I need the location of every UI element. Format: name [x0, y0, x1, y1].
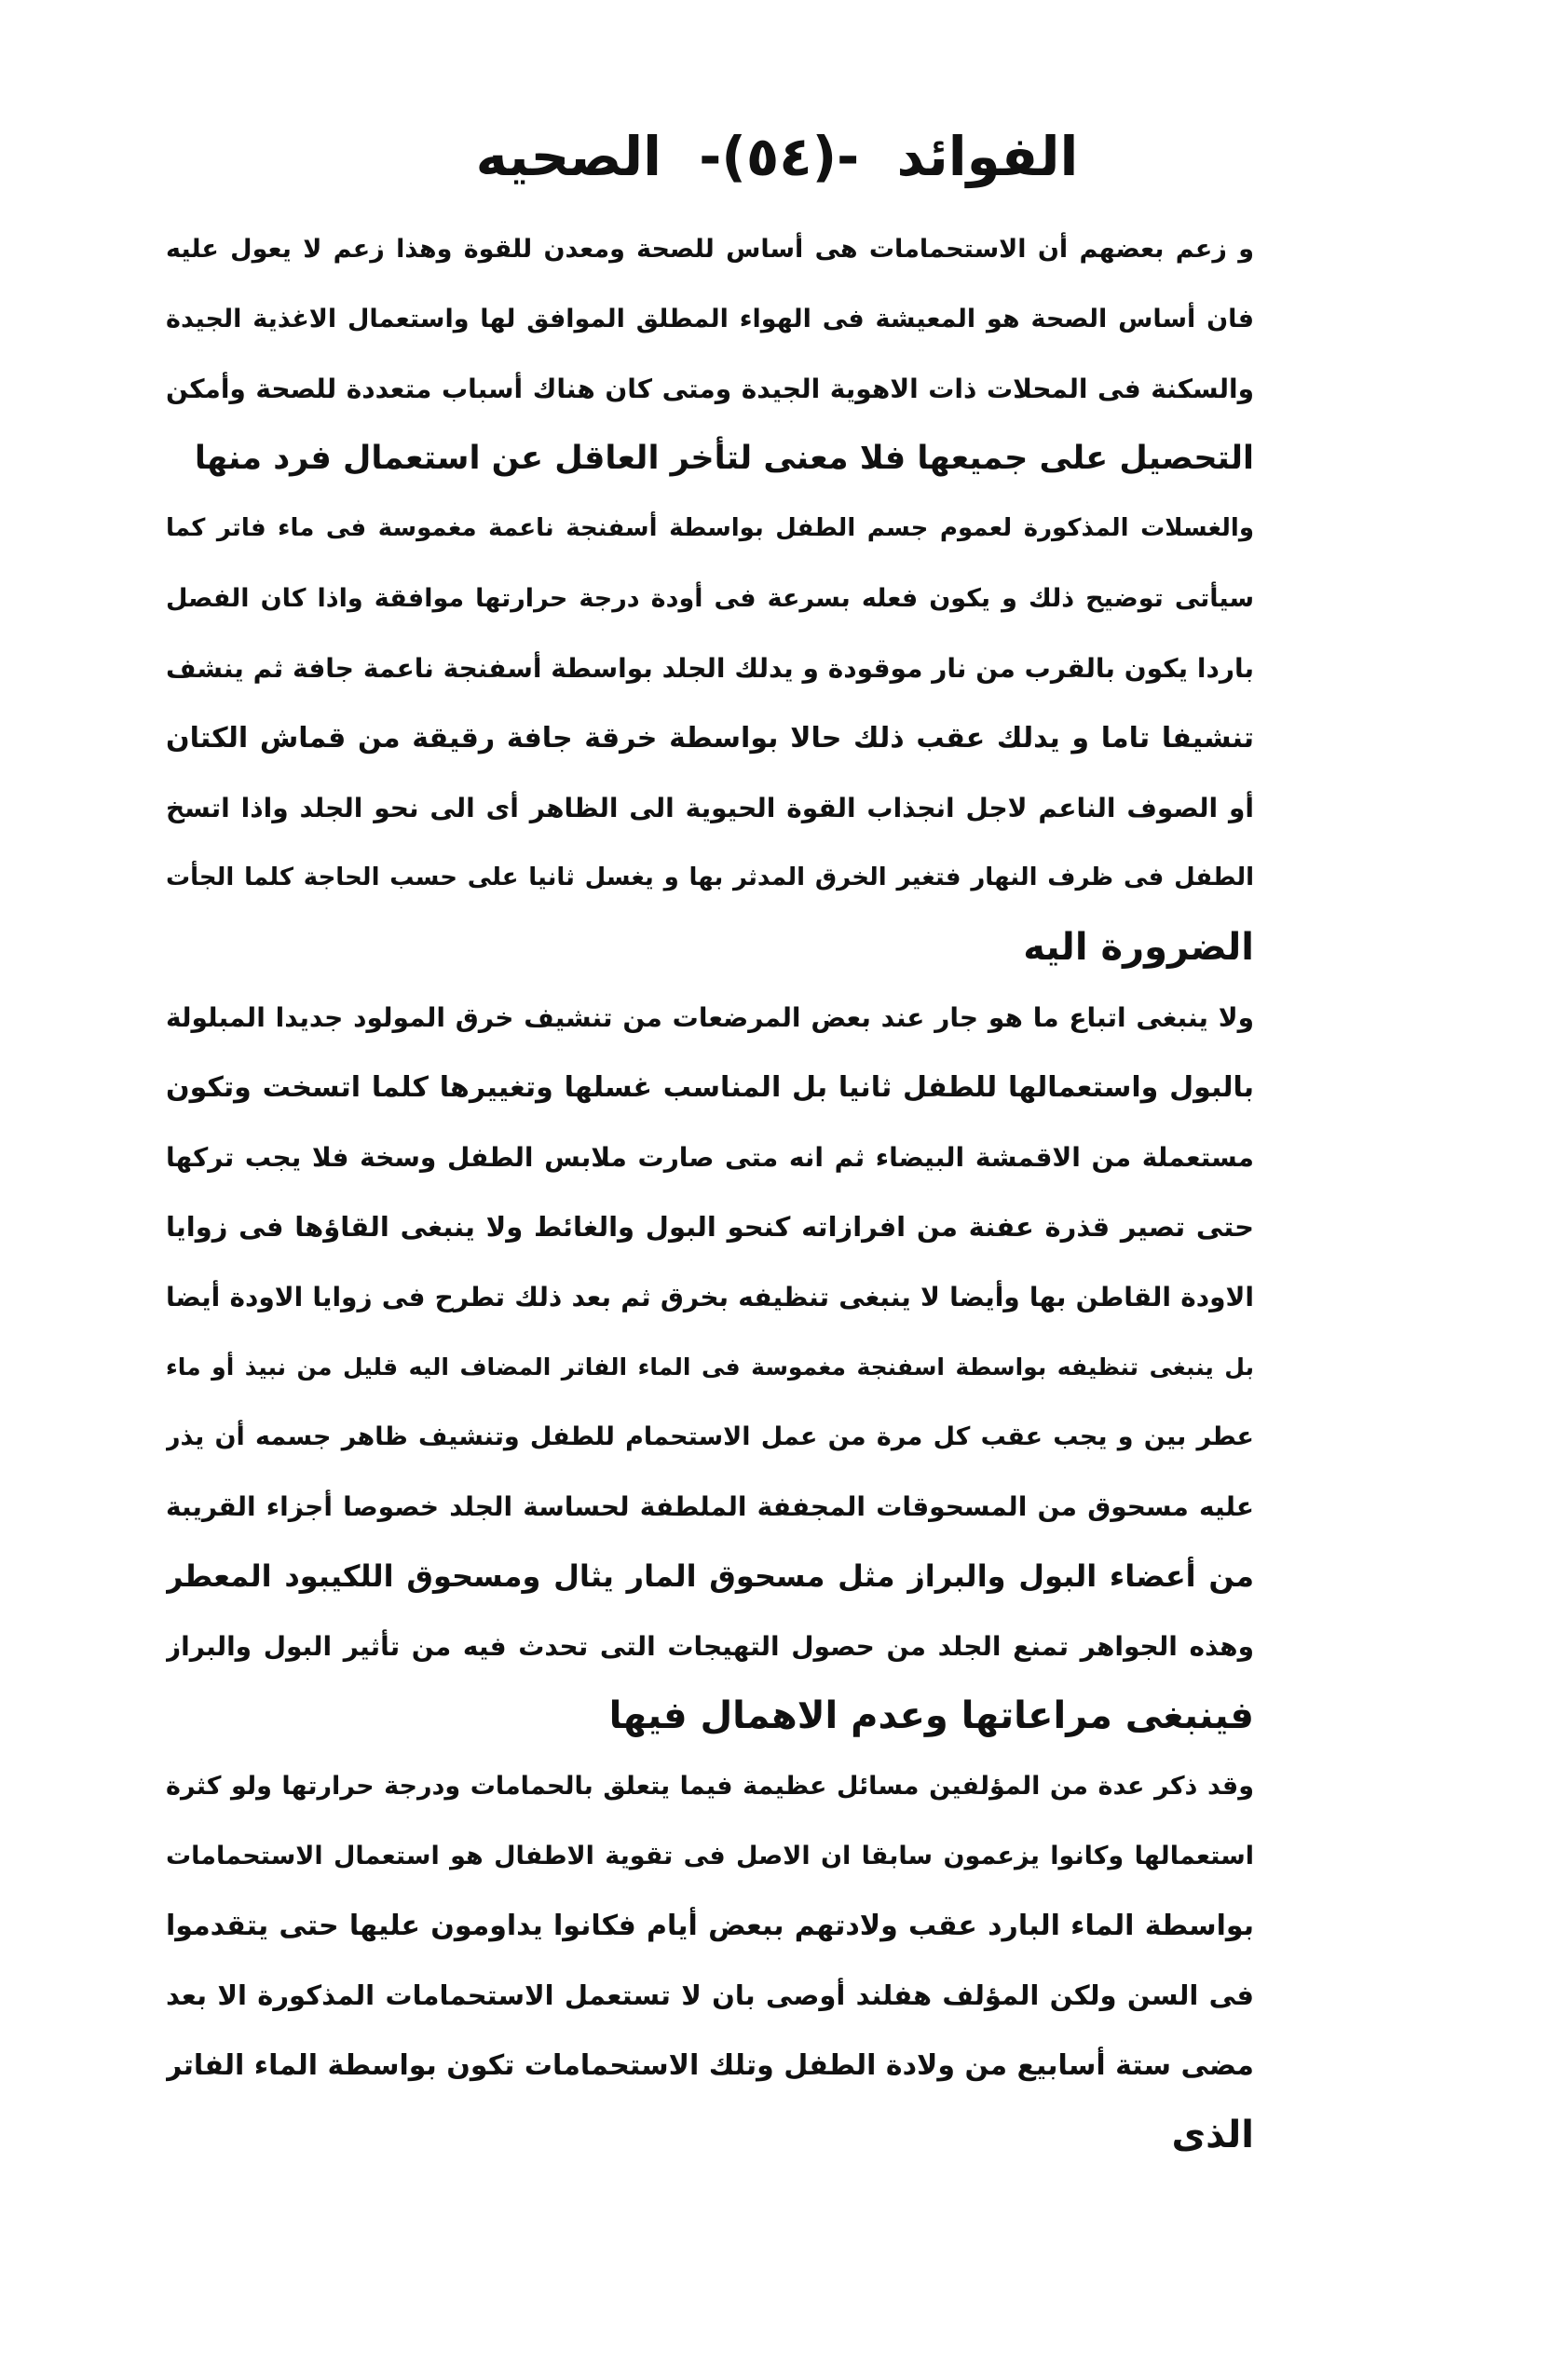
text-line: بواسطة الماء البارد عقب ولادتهم ببعض أيام فكانوا يداومون عليها حتى يتقدموا	[166, 1910, 1254, 1942]
text-line: استعمالها وكانوا يزعمون سابقا ان الاصل فى تقوية الاطفال هو استعمال الاستحمامات	[166, 1842, 1254, 1870]
text-line: الطفل فى ظرف النهار فتغير الخرق المدثر بها و يغسل ثانيا على حسب الحاجة كلما الجأت	[166, 864, 1254, 891]
running-header	[0, 110, 1554, 203]
text-line: أو الصوف الناعم لاجل انجذاب القوة الحيوية الى الظاهر أى الى نحو الجلد واذا اتسخ	[166, 793, 1254, 823]
text-line: والسكنة فى المحلات ذات الاهوية الجيدة ومتى كان هناك أسباب متعددة للصحة وأمكن	[166, 374, 1254, 404]
text-line: عليه مسحوق من المسحوقات المجففة الملطفة لحساسة الجلد خصوصا أجزاء القريبة	[166, 1491, 1254, 1522]
text-line: الذى	[1171, 2114, 1254, 2156]
text-line: تنشيفا تاما و يدلك عقب ذلك حالا بواسطة خرقة جافة رقيقة من قماش الكتان	[166, 722, 1254, 755]
text-line: وهذه الجواهر تمنع الجلد من حصول التهيجات التى تحدث فيه من تأثير البول والبراز	[166, 1631, 1254, 1662]
text-line: باردا يكون بالقرب من نار موقودة و يدلك الجلد بواسطة أسفنجة ناعمة جافة ثم ينشف	[166, 653, 1254, 684]
text-line: من أعضاء البول والبراز مثل مسحوق المار يثال ومسحوق اللكيبود المعطر	[166, 1558, 1254, 1594]
text-line: مستعملة من الاقمشة البيضاء ثم انه متى صارت ملابس الطفل وسخة فلا يجب تركها	[166, 1142, 1254, 1173]
text-line: بل ينبغى تنظيفه بواسطة اسفنجة مغموسة فى الماء الفاتر المضاف اليه قليل من نبيذ أو ماء	[166, 1353, 1254, 1380]
text-line: سيأتى توضيح ذلك و يكون فعله بسرعة فى أودة درجة حرارتها موافقة واذا كان الفصل	[166, 584, 1254, 613]
text-line: عطر بين و يجب عقب كل مرة من عمل الاستحمام للطفل وتنشيف ظاهر جسمه أن يذر	[166, 1422, 1254, 1451]
text-line: التحصيل على جميعها فلا معنى لتأخر العاقل عن استعمال فرد منها	[194, 440, 1254, 477]
header-section-title: الصحيه	[475, 125, 662, 188]
text-line: والغسلات المذكورة لعموم جسم الطفل بواسطة أسفنجة ناعمة مغموسة فى ماء فاتر كما	[166, 514, 1254, 542]
text-line: فان أساس الصحة هو المعيشة فى الهواء المطلق الموافق لها واستعمال الاغذية الجيدة	[166, 305, 1254, 333]
text-line: حتى تصير قذرة عفنة من افرازاته كنحو البول والغائط ولا ينبغى القاؤها فى زوايا	[166, 1211, 1254, 1243]
text-line: بالبول واستعمالها للطفل ثانيا بل المناسب غسلها وتغييرها كلما اتسخت وتكون	[166, 1071, 1254, 1104]
page-number: -(٥٤)-	[699, 125, 860, 188]
body-text	[166, 214, 1254, 2292]
text-line: وقد ذكر عدة من المؤلفين مسائل عظيمة فيما يتعلق بالحمامات ودرجة حرارتها ولو كثرة	[166, 1772, 1254, 1801]
text-line: فينبغى مراعاتها وعدم الاهمال فيها	[608, 1694, 1254, 1737]
text-line: مضى ستة أسابيع من ولادة الطفل وتلك الاستحمامات تكون بواسطة الماء الفاتر	[166, 2049, 1254, 2082]
header-book-title: الفوائد	[896, 125, 1079, 188]
text-line: ولا ينبغى اتباع ما هو جار عند بعض المرضعات من تنشيف خرق المولود جديدا المبلولة	[166, 1002, 1254, 1033]
text-line: و زعم بعضهم أن الاستحمامات هى أساس للصحة ومعدن للقوة وهذا زعم لا يعول عليه	[166, 235, 1254, 264]
text-line: الاودة القاطن بها وأيضا لا ينبغى تنظيفه بخرق ثم بعد ذلك تطرح فى زوايا الاودة أيضا	[166, 1282, 1254, 1312]
text-line: الضرورة اليه	[1023, 926, 1254, 969]
text-line: فى السن ولكن المؤلف هفلند أوصى بان لا تستعمل الاستحمامات المذكورة الا بعد	[166, 1979, 1254, 2011]
